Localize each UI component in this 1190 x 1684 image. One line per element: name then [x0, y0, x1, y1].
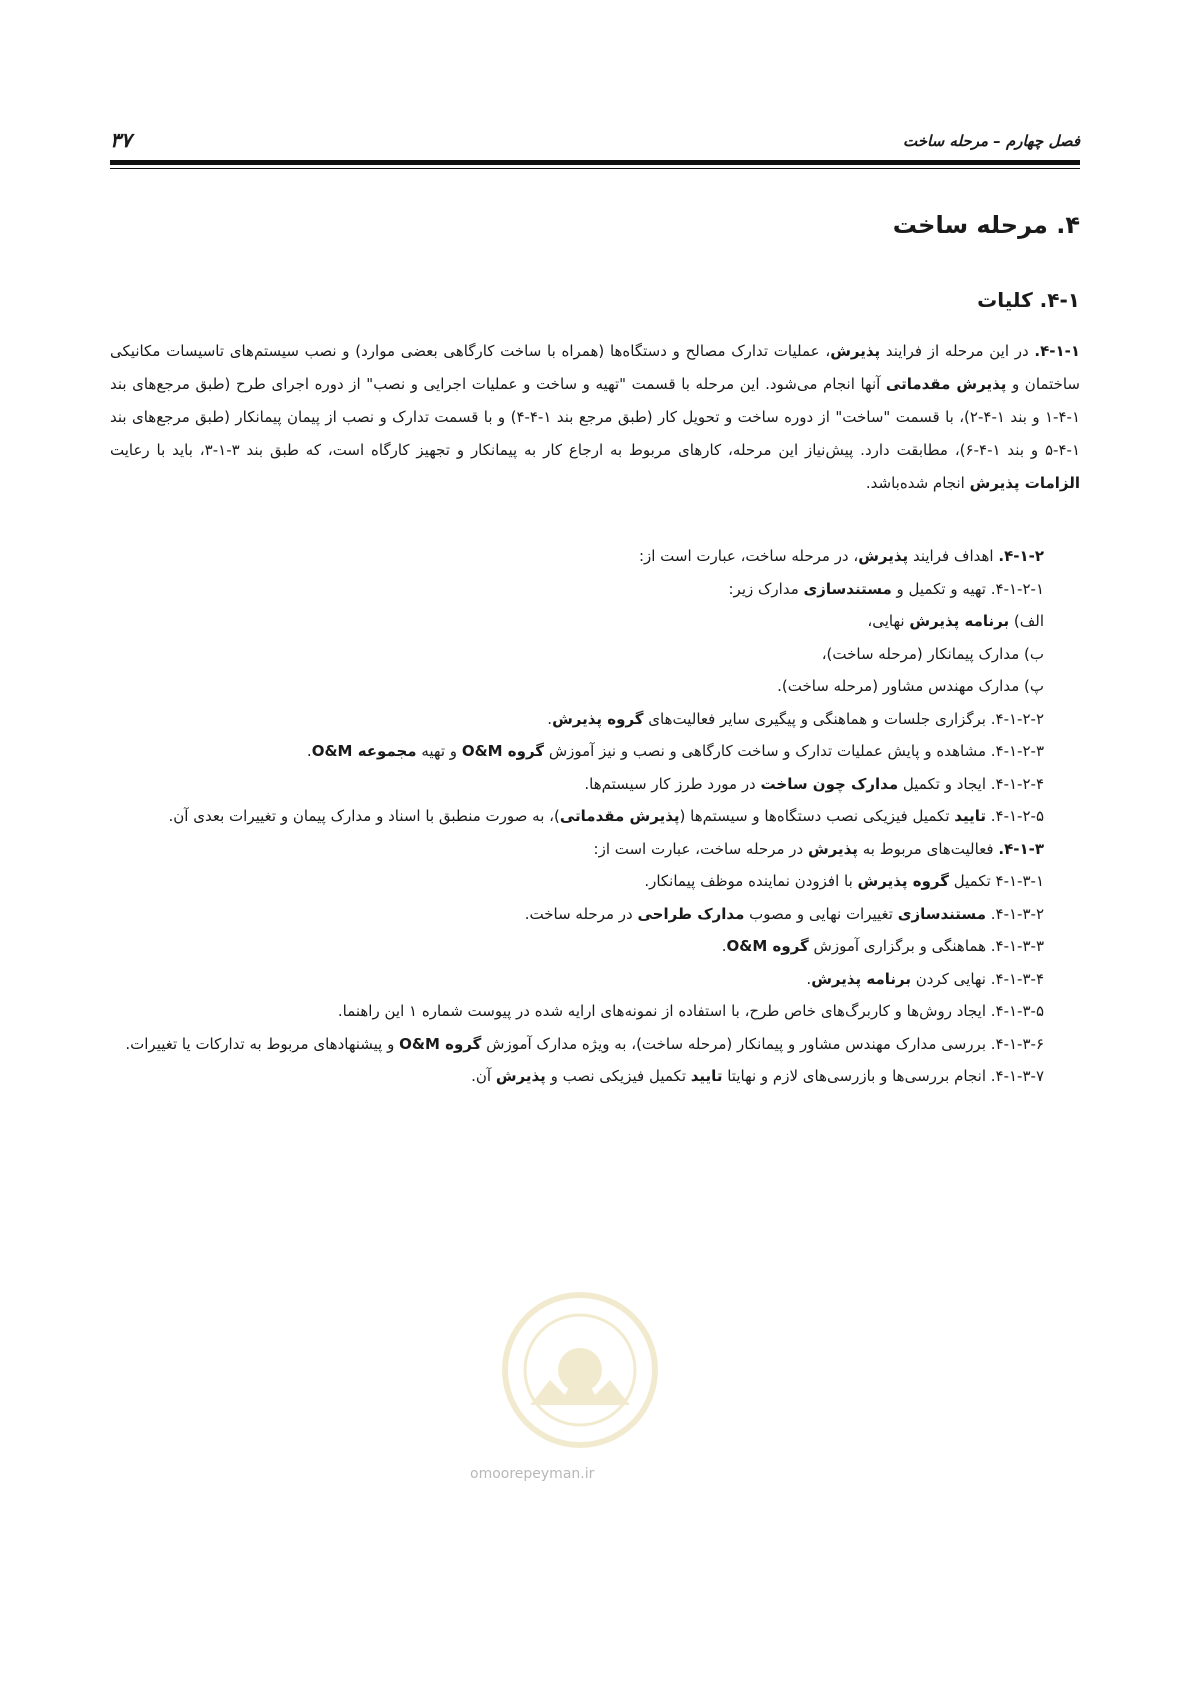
text-run: ۴-۱-۲-۴. ایجاد و تکمیل: [898, 774, 1044, 793]
list-item: [110, 963, 1080, 996]
text-run: ۴-۱-۲-۱. تهیه و تکمیل و: [891, 579, 1044, 598]
term-bold: گروه پذیرش: [857, 872, 949, 890]
list-item: [110, 670, 1080, 703]
list-item: [110, 1060, 1080, 1093]
header-rule-thin: [110, 168, 1080, 169]
text-run: آن.: [471, 1067, 496, 1085]
text-run: ۴-۱-۳-۶. بررسی مدارک مهندس مشاور و پیمانکار (مرحله ساخت)، به ویژه مدارک آموزش: [481, 1034, 1044, 1053]
term-bold: گروه پذیرش: [552, 709, 644, 728]
text-run: تکمیل فیزیکی نصب دستگاه‌ها و سیستم‌ها (: [679, 807, 955, 825]
text-run: و تهیه: [416, 742, 462, 760]
list-item: [110, 573, 1080, 606]
list-item: [110, 800, 1080, 833]
list-item: [110, 735, 1080, 768]
text-run: پ) مدارک مهندس مشاور (مرحله ساخت).: [777, 677, 1044, 695]
text-run: .: [721, 937, 727, 955]
text-run: ۴-۱-۳-۱ تکمیل: [948, 872, 1044, 890]
text-run: ب) مدارک پیمانکار (مرحله ساخت)،: [821, 644, 1044, 663]
term-bold: گروه O&M: [726, 937, 809, 955]
text-run: در مورد طرز کار سیستم‌ها.: [584, 774, 761, 793]
text-run: در مرحله ساخت.: [524, 904, 638, 923]
chapter-title: ۴. مرحله ساخت: [892, 211, 1080, 239]
term-bold: پذیرش مقدماتی: [885, 375, 1007, 393]
term-bold: برنامه پذیرش: [909, 612, 1010, 630]
header-rule-thick: [110, 160, 1080, 165]
list-item: [110, 995, 1080, 1028]
term-bold: تایید: [690, 1067, 723, 1085]
text-run: در مرحله ساخت، عبارت است از:: [593, 839, 808, 858]
text-run: نهایی،: [867, 612, 910, 630]
list-item: [110, 865, 1080, 898]
term-bold: الزامات پذیرش: [969, 474, 1080, 492]
text-run: آنها انجام می‌شود. این مرحله با قسمت "تهیه و ساخت و عملیات اجرایی و نصب" از دوره اجرای طرح (طبق مرجع‌های بند ۱-۴-۱ و بند ۱-۴-۲)، با قسمت "ساخت" از دوره ساخت و تحویل کار (طبق مرجع بند ۱-۴-۴) و با قسمت تدارک و نصب از پیمان پیمانکار (طبق مرجع‌های بند ۱-۴-۵ و بند ۱-۴-۶)، مطابقت دارد. پیش‌نیاز این مرحله، کارهای مربوط به ارجاع کار به پیمانکار و تجهیز کارگاه است، که طبق بند ۳-۱-۳، باید با رعایت: [110, 375, 1081, 459]
list-item: [110, 1028, 1080, 1061]
term-bold: برنامه پذیرش: [811, 969, 911, 988]
page-number: ۳۷: [110, 128, 132, 152]
term-bold: مدارک چون ساخت: [760, 774, 899, 793]
text-run: ، عملیات تدارک مصالح و دستگاه‌ها (همراه با ساخت کارگاهی بعضی موارد) و نصب سیستم‌های تاسیسات مکانیکی ساختمان و: [110, 342, 1081, 393]
text-run: .: [547, 709, 553, 728]
text-run: .: [806, 969, 812, 988]
clause-number: ۴-۱-۱.: [1034, 342, 1080, 360]
text-run: ۴-۱-۲-۲. برگزاری جلسات و هماهنگی و پیگیری سایر فعالیت‌های: [643, 709, 1044, 728]
running-title: فصل چهارم – مرحله ساخت: [903, 132, 1080, 150]
text-run: مدارک زیر:: [728, 579, 804, 598]
term-bold: تایید: [954, 807, 986, 825]
paragraph-4-1-1: [110, 335, 1080, 500]
text-run: با افزودن نماینده موظف پیمانکار.: [644, 872, 858, 890]
text-run: ، در مرحله ساخت، عبارت است از:: [638, 547, 859, 565]
term-bold: مستندسازی: [803, 579, 892, 598]
list-item: [110, 605, 1080, 638]
term-bold: گروه O&M: [399, 1034, 482, 1053]
term-bold: پذیرش: [807, 839, 858, 858]
paragraph-4-1-2: [110, 540, 1080, 573]
list-item: [110, 898, 1080, 931]
term-bold: مستندسازی: [897, 904, 986, 923]
clause-number: ۴-۱-۲.: [998, 547, 1044, 565]
text-run: ۴-۱-۳-۴. نهایی کردن: [911, 969, 1044, 988]
text-run: ۴-۱-۳-۳. هماهنگی و برگزاری آموزش: [808, 937, 1044, 955]
list-item: [110, 930, 1080, 963]
text-run: ۴-۱-۲-۵.: [985, 807, 1044, 825]
text-run: )، به صورت منطبق با اسناد و مدارک پیمان و تغییرات بعدی آن.: [168, 807, 560, 825]
list-item: [110, 638, 1080, 671]
text-run: الف): [1009, 612, 1044, 630]
text-run: انجام شده‌باشد.: [865, 474, 970, 492]
term-bold: پذیرش: [495, 1067, 546, 1085]
term-bold: پذیرش: [830, 342, 881, 360]
term-bold: مدارک طراحی: [637, 904, 745, 923]
page-content: [110, 205, 1080, 1093]
text-run: تکمیل فیزیکی نصب و: [545, 1067, 691, 1085]
text-run: در این مرحله از فرایند: [880, 342, 1035, 360]
term-bold: پذیرش: [858, 547, 909, 565]
page-header: [110, 128, 1080, 158]
term-bold: گروه O&M: [461, 742, 545, 760]
term-bold: مجموعه O&M: [311, 742, 417, 760]
text-run: و پیشنهادهای مربوط به تدارکات یا تغییرات.: [125, 1034, 400, 1053]
text-run: ۴-۱-۳-۲.: [985, 904, 1044, 923]
text-run: فعالیت‌های مربوط به: [857, 839, 999, 858]
term-bold: پذیرش مقدماتی: [559, 807, 680, 825]
text-run: ۴-۱-۳-۵. ایجاد روش‌ها و کاربرگ‌های خاص طرح، با استفاده از نمونه‌های ارایه شده در پیوست شماره ۱ این راهنما.: [337, 1002, 1044, 1020]
watermark-text: omoorepeyman.ir: [470, 1466, 595, 1482]
text-run: ۴-۱-۲-۳. مشاهده و پایش عملیات تدارک و ساخت کارگاهی و نصب و نیز آموزش: [544, 742, 1044, 760]
text-run: تغییرات نهایی و مصوب: [744, 904, 898, 923]
text-run: اهداف فرایند: [908, 547, 999, 565]
text-run: ۴-۱-۳-۷. انجام بررسی‌ها و بازرسی‌های لازم و نهایتا: [722, 1067, 1044, 1085]
paragraph-4-1-3: [110, 833, 1080, 866]
section-title: ۴-۱. کلیات: [977, 288, 1080, 312]
list-item: [110, 703, 1080, 736]
clause-number: ۴-۱-۳.: [998, 839, 1044, 858]
text-run: .: [306, 742, 312, 760]
watermark-seal-icon: [490, 1285, 670, 1455]
list-item: [110, 768, 1080, 801]
